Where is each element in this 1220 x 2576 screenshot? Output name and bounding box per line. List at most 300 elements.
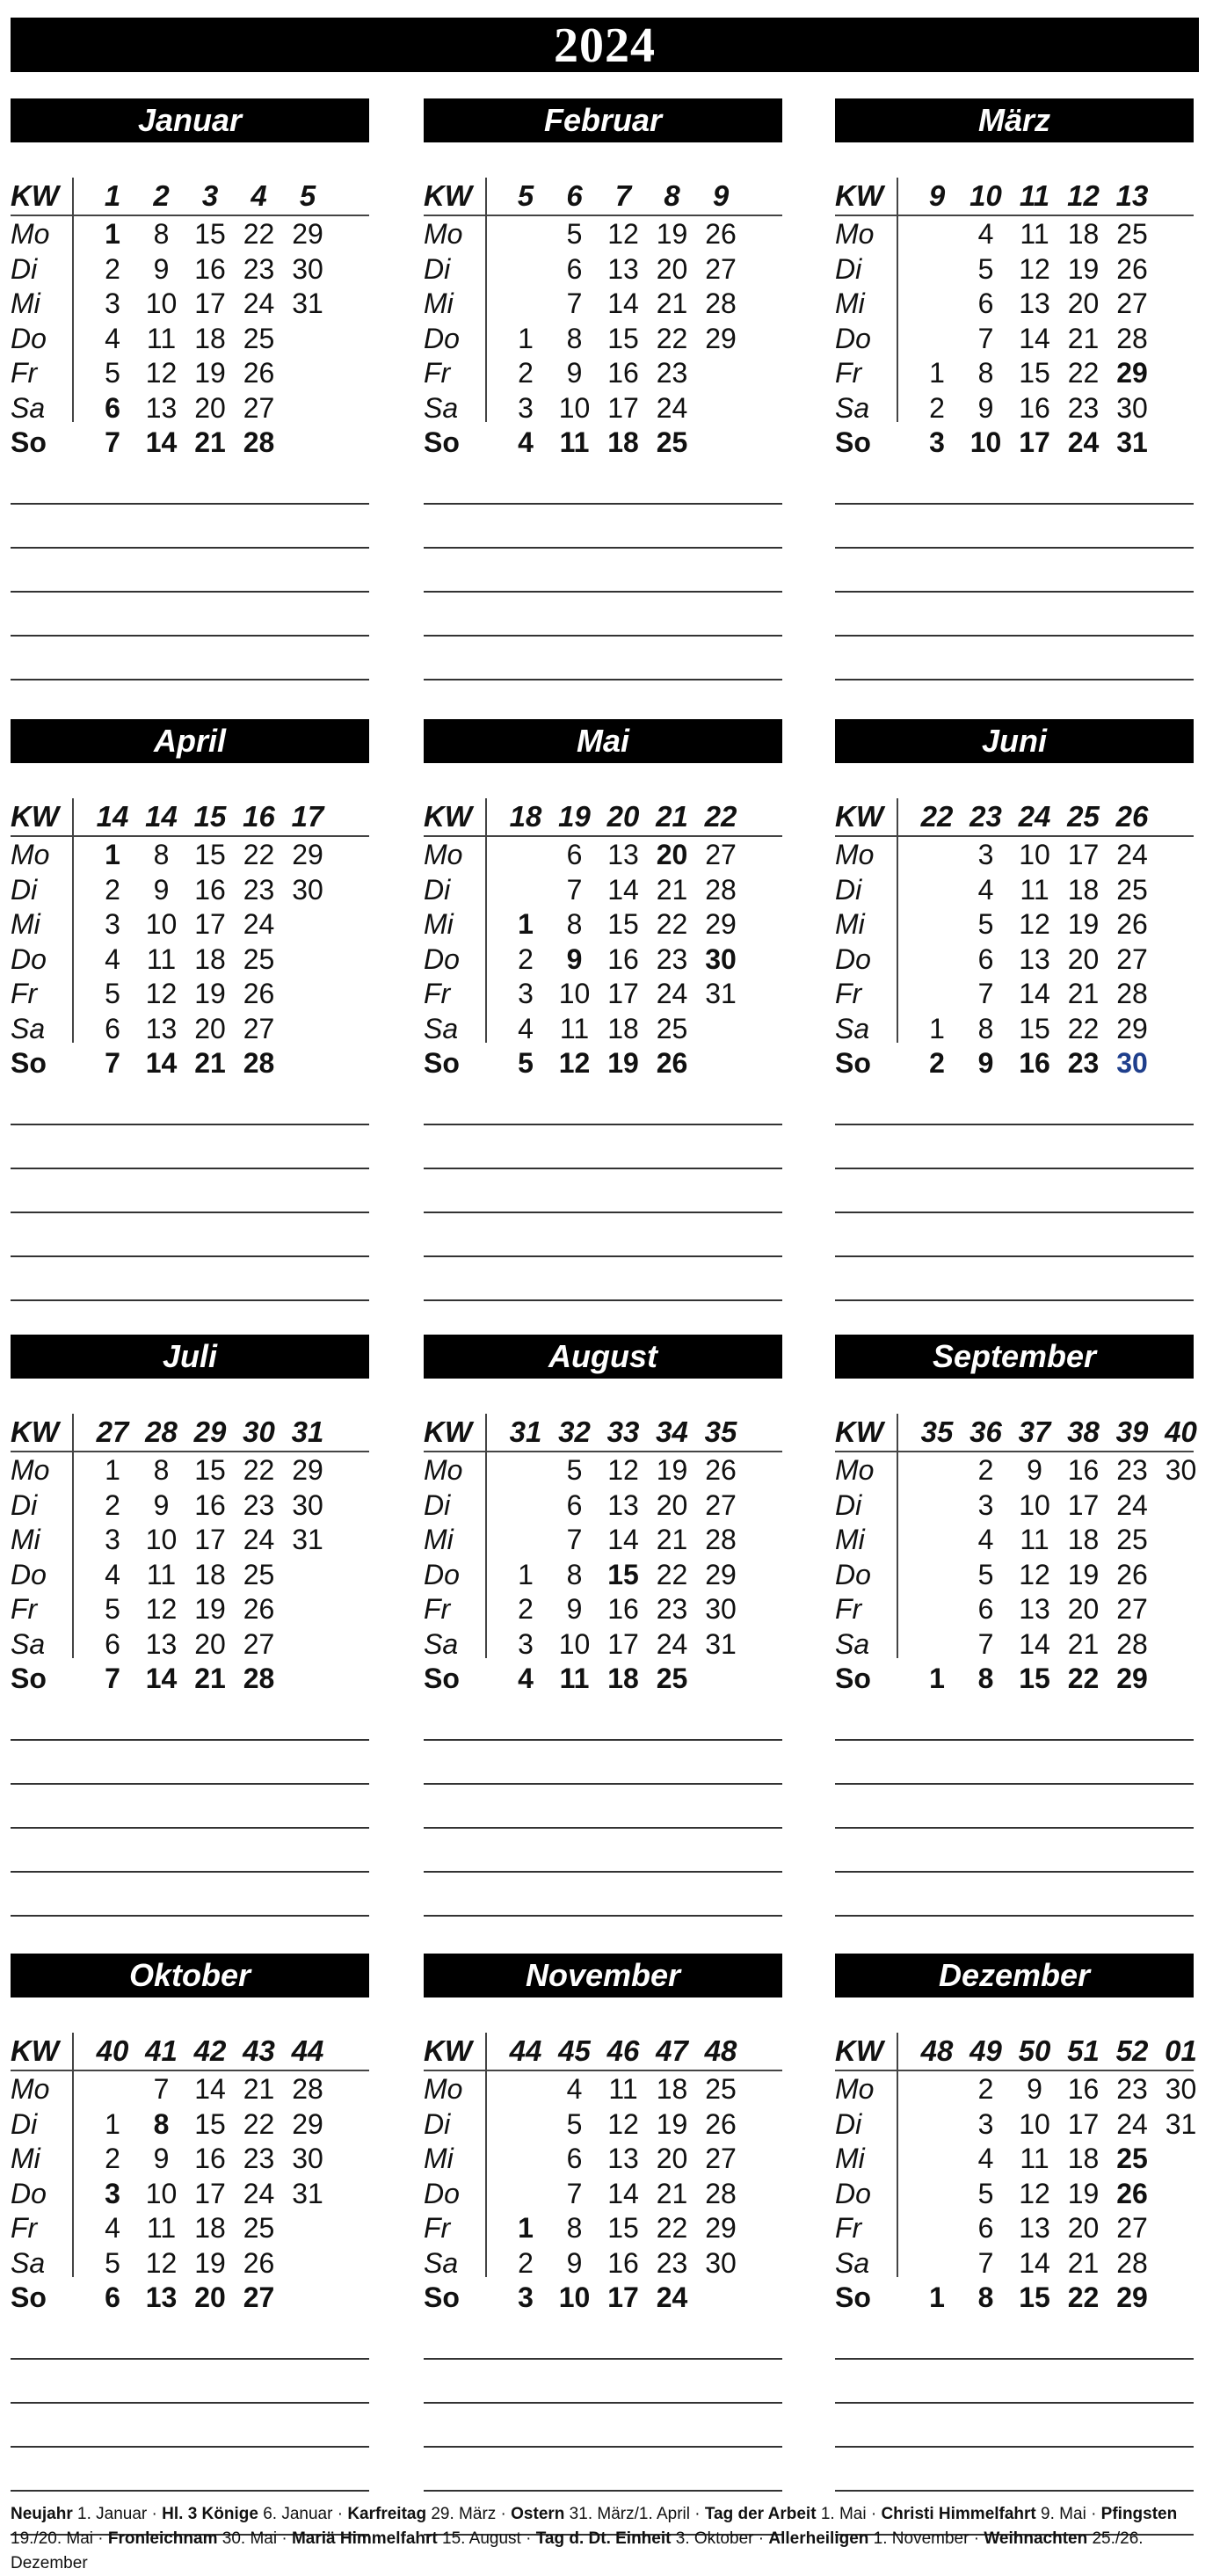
holiday-date: 15. August · — [437, 2529, 536, 2548]
date-cell: 31 — [292, 287, 323, 319]
date-cell: 15 — [194, 218, 226, 250]
date-cell: 6 — [977, 287, 994, 319]
day-name: Di — [11, 873, 38, 906]
date-cell: 10 — [145, 908, 178, 940]
date-cell: 30 — [705, 942, 737, 975]
day-name: Fr — [424, 978, 451, 1009]
date-cell: 1 — [105, 2107, 120, 2140]
date-cell: 30 — [705, 2246, 737, 2279]
date-cell: 10 — [145, 2177, 178, 2209]
date-cell: 9 — [1027, 2073, 1042, 2105]
day-row — [11, 2280, 369, 2315]
date-cell: 23 — [243, 2143, 275, 2174]
date-cell: 10 — [1019, 2107, 1050, 2140]
date-cell: 18 — [607, 1663, 639, 1694]
day-row — [11, 1557, 369, 1592]
week-number: 44 — [509, 2034, 542, 2067]
date-cell: 19 — [1067, 1558, 1100, 1590]
day-name: Fr — [11, 2212, 38, 2244]
week-number: 43 — [243, 2034, 275, 2067]
note-line — [11, 547, 369, 549]
kw-label: KW — [835, 800, 883, 833]
date-cell: 29 — [292, 218, 323, 250]
date-cell: 10 — [558, 391, 591, 424]
date-cell: 26 — [705, 2107, 737, 2140]
day-row — [424, 425, 782, 460]
week-number: 37 — [1018, 1415, 1051, 1448]
date-cell: 31 — [292, 2177, 323, 2209]
month-title: Februar — [424, 98, 782, 142]
date-cell: 20 — [656, 252, 688, 285]
date-cell: 21 — [1067, 978, 1100, 1009]
week-number-row — [424, 1414, 782, 1452]
date-cell: 28 — [705, 873, 737, 906]
date-cell: 16 — [194, 1488, 226, 1521]
date-cell: 9 — [566, 1593, 583, 1625]
date-cell: 4 — [977, 2143, 994, 2174]
week-number: 32 — [558, 1415, 591, 1448]
day-row — [835, 1626, 1194, 1662]
date-cell: 31 — [705, 1627, 737, 1660]
day-name: Mi — [11, 908, 40, 940]
note-line — [835, 1299, 1194, 1301]
date-cell: 30 — [1116, 391, 1148, 424]
day-row — [11, 1045, 369, 1081]
month-januar — [11, 98, 369, 679]
date-cell: 29 — [705, 1558, 737, 1590]
date-cell: 10 — [558, 1627, 591, 1660]
date-cell: 28 — [243, 1047, 275, 1079]
date-cell: 28 — [243, 1663, 275, 1694]
week-number: 42 — [193, 2034, 227, 2067]
date-cell: 18 — [1067, 2143, 1100, 2174]
date-cell: 16 — [607, 942, 639, 975]
date-cell: 4 — [105, 322, 120, 354]
date-cell: 5 — [105, 357, 120, 389]
day-name: Fr — [11, 978, 38, 1009]
day-name: Mi — [835, 287, 865, 319]
holiday-name: Pfingsten — [1100, 2505, 1178, 2523]
date-cell: 30 — [292, 1488, 323, 1521]
day-name: Mo — [835, 2073, 875, 2105]
date-cell: 28 — [1116, 1627, 1148, 1660]
date-cell: 14 — [145, 426, 178, 458]
week-number: 14 — [145, 800, 178, 833]
week-number: 12 — [1067, 179, 1100, 212]
week-number-row — [835, 798, 1194, 837]
date-cell: 16 — [1067, 2073, 1100, 2105]
holiday-date: 19./20. Mai · — [11, 2529, 108, 2548]
date-cell: 17 — [194, 2177, 226, 2209]
day-row — [424, 1522, 782, 1557]
date-cell: 21 — [656, 873, 688, 906]
holiday-name: Fronleichnam — [107, 2529, 218, 2548]
date-cell: 7 — [977, 1627, 994, 1660]
day-name: Mo — [11, 839, 50, 870]
date-cell: 15 — [1019, 1663, 1050, 1694]
day-row — [835, 1045, 1194, 1081]
date-cell: 27 — [1116, 942, 1148, 975]
note-line — [11, 503, 369, 505]
date-cell: 13 — [607, 252, 639, 285]
date-cell: 10 — [558, 978, 591, 1009]
month-title: März — [835, 98, 1194, 142]
day-name: So — [424, 1047, 460, 1079]
date-cell: 19 — [194, 357, 226, 389]
day-name: Mi — [11, 1524, 40, 1555]
day-row — [424, 1557, 782, 1592]
date-cell: 22 — [656, 908, 688, 940]
week-number: 19 — [558, 800, 591, 833]
note-line — [835, 1915, 1194, 1917]
note-line — [424, 2446, 782, 2448]
date-cell: 8 — [566, 1558, 583, 1590]
week-number-row — [11, 798, 369, 837]
date-cell: 17 — [1067, 1488, 1100, 1521]
date-cell: 13 — [1019, 287, 1050, 319]
kw-label: KW — [11, 1415, 59, 1448]
day-row — [835, 1661, 1194, 1696]
day-row — [424, 942, 782, 977]
day-row — [835, 2280, 1194, 2315]
week-number: 35 — [704, 1415, 737, 1448]
day-name: Di — [11, 2107, 38, 2140]
note-line — [424, 1827, 782, 1829]
week-number: 51 — [1067, 2034, 1100, 2067]
date-cell: 25 — [243, 942, 275, 975]
day-row — [835, 216, 1194, 251]
week-number: 44 — [291, 2034, 324, 2067]
date-cell: 20 — [1067, 1593, 1100, 1625]
date-cell: 17 — [607, 2281, 639, 2313]
date-cell: 12 — [607, 218, 639, 250]
note-line — [11, 1827, 369, 1829]
day-name: Do — [424, 322, 460, 354]
date-cell: 6 — [977, 2212, 994, 2244]
day-name: So — [11, 1663, 47, 1694]
note-line — [835, 1212, 1194, 1213]
date-cell: 8 — [977, 1663, 994, 1694]
date-cell: 17 — [607, 391, 639, 424]
month-dezember — [835, 1954, 1197, 2534]
day-name: So — [835, 1663, 871, 1694]
day-name: Sa — [11, 1627, 46, 1660]
date-cell: 29 — [292, 839, 323, 870]
note-line — [11, 1255, 369, 1257]
date-cell: 22 — [656, 1558, 688, 1590]
day-name: Fr — [11, 357, 38, 389]
date-cell: 15 — [1019, 1012, 1050, 1044]
date-cell: 9 — [153, 1488, 170, 1521]
date-cell: 21 — [243, 2073, 275, 2105]
date-cell: 7 — [105, 1047, 120, 1079]
date-cell: 30 — [292, 252, 323, 285]
note-line — [835, 591, 1194, 593]
date-cell: 18 — [194, 2212, 226, 2244]
week-number-row — [11, 2033, 369, 2071]
holiday-date: 3. Oktober · — [671, 2529, 769, 2548]
day-name: Mo — [835, 218, 875, 250]
day-name: Mo — [424, 2073, 463, 2105]
day-name: So — [11, 1047, 47, 1079]
date-cell: 12 — [1019, 2177, 1050, 2209]
date-cell: 11 — [146, 1558, 177, 1590]
date-cell: 30 — [292, 873, 323, 906]
day-name: Di — [11, 1488, 38, 1521]
week-number: 27 — [96, 1415, 129, 1448]
month-title: Oktober — [11, 1954, 369, 1997]
date-cell: 27 — [243, 1012, 275, 1044]
date-cell: 2 — [929, 1047, 945, 1079]
day-row — [11, 1011, 369, 1046]
date-cell: 14 — [1019, 2246, 1050, 2279]
date-cell: 7 — [977, 978, 994, 1009]
week-number: 7 — [614, 179, 632, 212]
day-row — [835, 355, 1194, 390]
day-name: So — [424, 1663, 460, 1694]
week-number-row — [835, 1414, 1197, 1452]
note-line — [424, 1915, 782, 1917]
date-cell: 26 — [705, 218, 737, 250]
date-cell: 24 — [1067, 426, 1100, 458]
date-cell: 5 — [566, 218, 583, 250]
date-cell: 25 — [656, 1012, 688, 1044]
day-name: Mi — [11, 287, 40, 319]
date-cell: 15 — [607, 908, 639, 940]
date-cell: 27 — [1116, 287, 1148, 319]
note-line — [11, 591, 369, 593]
day-name: Di — [835, 252, 862, 285]
day-name: Di — [424, 252, 451, 285]
day-name: Do — [11, 322, 47, 354]
date-cell: 27 — [1116, 2212, 1148, 2244]
day-name: Sa — [835, 391, 870, 424]
week-number-row — [835, 178, 1194, 216]
week-number: 17 — [291, 800, 324, 833]
date-cell: 8 — [977, 1012, 994, 1044]
kw-label: KW — [835, 2034, 883, 2067]
date-cell: 22 — [243, 1454, 275, 1486]
day-row — [835, 2210, 1194, 2245]
day-row — [11, 976, 369, 1011]
holiday-date: 1. November · — [868, 2529, 984, 2548]
note-line — [424, 1255, 782, 1257]
note-line — [835, 2358, 1194, 2360]
date-cell: 3 — [105, 287, 120, 319]
date-cell: 13 — [607, 2143, 639, 2174]
date-cell: 13 — [607, 1488, 639, 1521]
date-cell: 21 — [194, 1047, 226, 1079]
date-cell: 2 — [105, 873, 120, 906]
note-line — [11, 1871, 369, 1873]
week-number: 46 — [606, 2034, 640, 2067]
date-cell: 23 — [656, 2246, 688, 2279]
date-cell: 17 — [607, 1627, 639, 1660]
date-cell: 27 — [705, 2143, 737, 2174]
day-name: Fr — [424, 357, 451, 389]
date-cell: 14 — [1019, 978, 1050, 1009]
note-line — [11, 2358, 369, 2360]
week-number: 1 — [104, 179, 121, 212]
date-cell: 23 — [1067, 1047, 1100, 1079]
date-cell: 9 — [153, 252, 170, 285]
day-name: So — [835, 1047, 871, 1079]
day-name: Mo — [424, 218, 463, 250]
date-cell: 28 — [292, 2073, 323, 2105]
day-name: Sa — [11, 2246, 46, 2279]
day-row — [424, 1591, 782, 1626]
date-cell: 22 — [1067, 2281, 1100, 2313]
day-row — [835, 1522, 1194, 1557]
date-cell: 13 — [607, 839, 639, 870]
date-cell: 15 — [194, 1454, 226, 1486]
month-august — [424, 1335, 782, 1915]
kw-label: KW — [424, 2034, 472, 2067]
date-cell: 26 — [1116, 252, 1148, 285]
date-cell: 19 — [656, 218, 688, 250]
day-row — [11, 1591, 369, 1626]
day-name: Sa — [424, 1627, 459, 1660]
date-cell: 23 — [1116, 2073, 1148, 2105]
date-cell: 26 — [1116, 908, 1148, 940]
date-cell: 29 — [1116, 2281, 1148, 2313]
week-number: 34 — [656, 1415, 688, 1448]
holiday-date: 25./26. Dezember — [11, 2529, 1144, 2572]
day-row — [424, 2210, 782, 2245]
date-cell: 1 — [105, 1454, 120, 1486]
date-cell: 24 — [1116, 2107, 1148, 2140]
date-cell: 17 — [194, 287, 226, 319]
date-cell: 9 — [153, 873, 170, 906]
day-row — [11, 2245, 369, 2281]
date-cell: 2 — [518, 1593, 534, 1625]
date-cell: 18 — [607, 1012, 639, 1044]
holiday-name: Weihnachten — [984, 2529, 1088, 2548]
date-cell: 2 — [105, 1488, 120, 1521]
date-cell: 31 — [705, 978, 737, 1009]
day-name: Fr — [835, 1593, 862, 1625]
date-cell: 25 — [243, 322, 275, 354]
month-juli — [11, 1335, 369, 1915]
note-line — [835, 635, 1194, 637]
date-cell: 1 — [518, 908, 534, 940]
date-cell: 8 — [153, 839, 170, 870]
date-cell: 3 — [105, 908, 120, 940]
day-name: Mo — [835, 839, 875, 870]
date-cell: 21 — [656, 2177, 688, 2209]
holiday-name: Allerheiligen — [768, 2529, 869, 2548]
day-name: Sa — [424, 2246, 459, 2279]
day-name: Mi — [835, 1524, 865, 1555]
week-number: 38 — [1067, 1415, 1100, 1448]
date-cell: 22 — [243, 839, 275, 870]
date-cell: 29 — [292, 2107, 323, 2140]
day-name: Mi — [424, 1524, 454, 1555]
date-cell: 22 — [656, 322, 688, 354]
date-cell: 31 — [292, 1524, 323, 1555]
date-cell: 11 — [146, 322, 177, 354]
date-cell: 12 — [1019, 908, 1050, 940]
day-name: Mo — [11, 2073, 50, 2105]
week-number: 15 — [193, 800, 227, 833]
note-line — [11, 1739, 369, 1741]
day-name: Di — [835, 2107, 862, 2140]
day-row — [424, 2141, 782, 2176]
week-number: 28 — [145, 1415, 178, 1448]
date-cell: 16 — [607, 2246, 639, 2279]
month-title: September — [835, 1335, 1194, 1379]
date-cell: 25 — [1116, 873, 1148, 906]
date-cell: 11 — [559, 1012, 590, 1044]
note-line — [835, 1739, 1194, 1741]
date-cell: 7 — [566, 1524, 583, 1555]
date-cell: 24 — [656, 1627, 688, 1660]
day-name: Mi — [11, 2143, 40, 2174]
date-cell: 9 — [977, 391, 994, 424]
note-line — [424, 2402, 782, 2404]
date-cell: 25 — [243, 1558, 275, 1590]
note-line — [11, 2402, 369, 2404]
day-name: Sa — [11, 1012, 46, 1044]
date-cell: 16 — [194, 252, 226, 285]
date-cell: 1 — [929, 1012, 945, 1044]
date-cell: 9 — [1027, 1454, 1042, 1486]
date-cell: 19 — [194, 1593, 226, 1625]
date-cell: 2 — [105, 2143, 120, 2174]
day-name: Do — [835, 2177, 871, 2209]
holiday-legend — [11, 2502, 1209, 2576]
note-line — [835, 679, 1194, 680]
date-cell: 12 — [558, 1047, 591, 1079]
date-cell: 14 — [607, 2177, 639, 2209]
date-cell: 14 — [194, 2073, 226, 2105]
day-row — [11, 321, 369, 356]
date-cell: 3 — [105, 1524, 120, 1555]
week-number: 52 — [1115, 2034, 1149, 2067]
week-number: 39 — [1115, 1415, 1149, 1448]
date-cell: 15 — [194, 2107, 226, 2140]
date-cell: 22 — [1067, 1012, 1100, 1044]
month-title: Mai — [424, 719, 782, 763]
week-number: 11 — [1019, 179, 1050, 212]
date-cell: 12 — [145, 2246, 178, 2279]
date-cell: 20 — [656, 839, 688, 870]
note-line — [835, 2402, 1194, 2404]
date-cell: 17 — [1019, 426, 1050, 458]
date-cell: 19 — [1067, 252, 1100, 285]
day-name: Mo — [424, 839, 463, 870]
date-cell: 14 — [607, 287, 639, 319]
date-cell: 24 — [656, 2281, 688, 2313]
date-cell: 4 — [105, 2212, 120, 2244]
day-name: Mi — [424, 908, 454, 940]
date-cell: 29 — [1116, 1663, 1148, 1694]
note-line — [11, 679, 369, 680]
date-cell: 5 — [105, 1593, 120, 1625]
date-cell: 18 — [194, 322, 226, 354]
date-cell: 4 — [105, 1558, 120, 1590]
date-cell: 5 — [977, 2177, 994, 2209]
week-number: 45 — [558, 2034, 591, 2067]
date-cell: 9 — [566, 357, 583, 389]
month-februar — [424, 98, 782, 679]
date-cell: 8 — [153, 218, 170, 250]
day-row — [11, 2071, 369, 2107]
week-number: 22 — [920, 800, 954, 833]
note-line — [424, 503, 782, 505]
date-cell: 9 — [566, 2246, 583, 2279]
date-cell: 23 — [656, 942, 688, 975]
